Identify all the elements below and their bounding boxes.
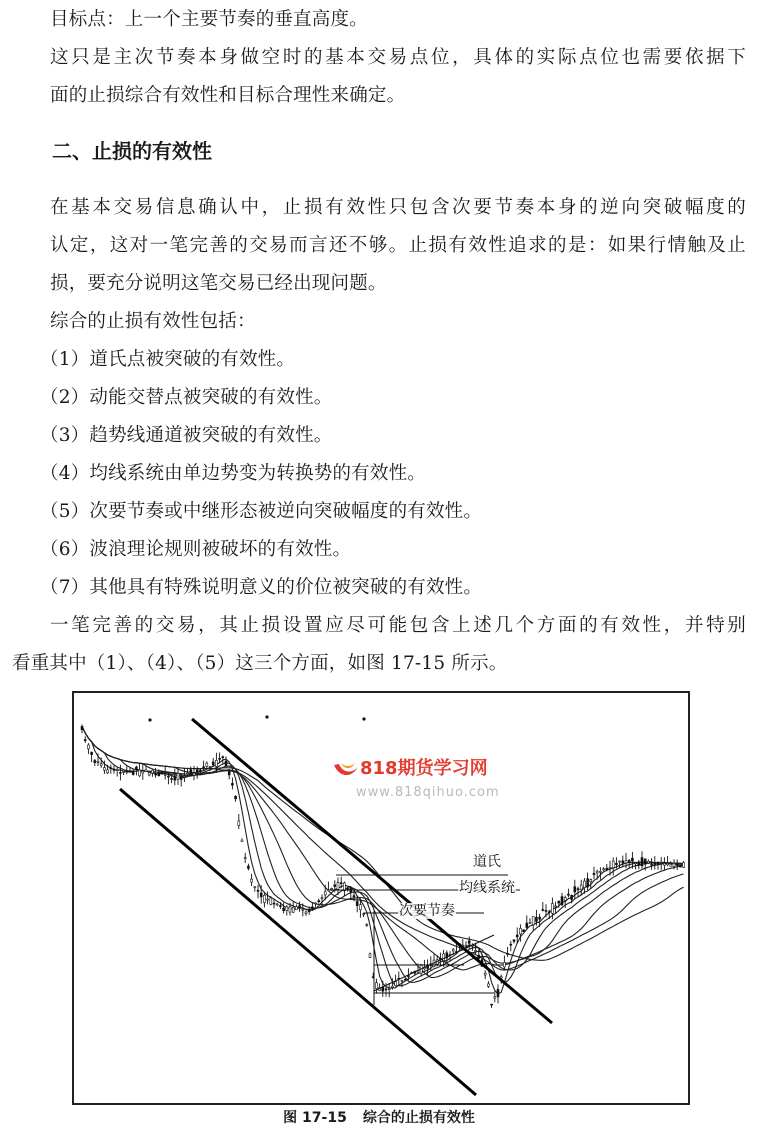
candle-body: [286, 907, 288, 911]
candle-body: [308, 910, 310, 912]
candle-body: [657, 862, 659, 864]
candle-body: [235, 796, 237, 799]
candle-body: [497, 989, 499, 997]
candle-body: [295, 907, 297, 910]
candle-body: [356, 902, 358, 906]
candle-body: [388, 989, 390, 990]
list-item-1: （1）道氏点被突破的有效性。: [40, 349, 296, 370]
candle-body: [151, 770, 153, 773]
watermark-brand: 818期货学习网: [360, 758, 488, 779]
candle-body: [654, 864, 656, 865]
candle-body: [203, 767, 205, 768]
list-item-4: （4）均线系统由单边势变为转换势的有效性。: [40, 463, 426, 484]
candle-body: [254, 887, 256, 888]
candle-body: [260, 893, 262, 897]
candle-body: [555, 906, 557, 907]
candle-body: [142, 771, 144, 773]
channel-lower-line: [120, 789, 476, 1095]
candle-body: [107, 770, 109, 773]
label-dow: 道氏: [473, 854, 501, 870]
candle-body: [315, 903, 317, 904]
candle-body: [206, 763, 208, 766]
candle-body: [519, 928, 521, 934]
candle-body: [507, 954, 509, 955]
candle-body: [491, 1004, 493, 1005]
list-item-3: （3）趋势线通道被突破的有效性。: [40, 425, 333, 446]
candle-body: [171, 779, 173, 780]
candle-body: [331, 889, 333, 890]
candle-body: [574, 887, 576, 892]
candle-body: [167, 776, 169, 777]
candle-body: [465, 945, 467, 946]
candle-body: [523, 930, 525, 932]
candle-body: [404, 979, 406, 980]
paragraph-stop-loss-line-3: 损，要充分说明这笔交易已经出现问题。: [50, 273, 387, 294]
section-heading: 二、止损的有效性: [52, 139, 212, 163]
candle-body: [337, 883, 339, 890]
candle-body: [484, 973, 486, 975]
candle-body: [612, 861, 614, 868]
paragraph-basic-points-line-2: 面的止损综合有效性和目标合理性来确定。: [50, 85, 406, 106]
candle-body: [641, 858, 643, 866]
candle-body: [609, 868, 611, 869]
candle-body: [196, 770, 198, 772]
candle-body: [580, 885, 582, 890]
candle-body: [126, 771, 128, 772]
candle-body: [273, 903, 275, 904]
candle-body: [529, 922, 531, 923]
candle-body: [385, 989, 387, 990]
candle-body: [363, 914, 365, 915]
candle-body: [231, 783, 233, 785]
paragraph-conclusion-line-1: 一笔完善的交易，其止损设置应尽可能包含上述几个方面的有效性，并特别: [50, 615, 746, 636]
chart-dot-1: [148, 718, 151, 721]
candle-body: [139, 770, 141, 776]
watermark-url: www.818qihuo.com: [356, 785, 500, 800]
candle-body: [513, 940, 515, 942]
figure-caption-title: 综合的止损有效性: [362, 1110, 475, 1126]
candle-body: [347, 889, 349, 890]
candle-body: [395, 982, 397, 986]
candle-body: [267, 899, 269, 900]
candle-body: [452, 949, 454, 951]
candle-body: [542, 910, 544, 911]
candle-body: [145, 770, 147, 772]
candle-body: [91, 752, 93, 755]
candle-body: [110, 768, 112, 769]
candle-body: [270, 898, 272, 904]
candle-body: [283, 908, 285, 911]
candle-body: [116, 769, 118, 770]
list-item-6: （6）波浪理论规则被破坏的有效性。: [40, 539, 352, 560]
candle-body: [299, 906, 301, 909]
candle-body: [635, 863, 637, 864]
candle-body: [375, 983, 377, 989]
candle-body: [81, 726, 83, 729]
candle-body: [257, 890, 259, 891]
candle-body: [631, 858, 633, 861]
candle-body: [263, 895, 265, 902]
candlestick-chart: [74, 693, 688, 1103]
candle-body: [545, 910, 547, 911]
candle-body: [564, 897, 566, 900]
candle-body: [587, 879, 589, 887]
chart-dot-3: [362, 717, 365, 720]
candle-body: [302, 909, 304, 910]
candle-body: [148, 773, 150, 776]
candle-body: [199, 770, 201, 771]
candle-body: [603, 869, 605, 870]
candle-body: [135, 767, 137, 770]
candle-body: [673, 863, 675, 866]
candle-body: [667, 863, 669, 864]
candle-body: [487, 984, 489, 987]
candle-body: [561, 897, 563, 905]
figure-price-chart: [72, 691, 690, 1105]
candle-body: [670, 864, 672, 866]
candle-body: [241, 840, 243, 841]
candle-body: [340, 883, 342, 884]
candle-body: [190, 770, 192, 776]
candle-body: [401, 981, 403, 982]
flame-swoosh-icon: [333, 761, 359, 779]
candle-body: [468, 941, 470, 944]
candle-body: [161, 773, 163, 774]
candle-body: [638, 862, 640, 866]
candle-body: [551, 904, 553, 914]
candle-body: [644, 859, 646, 864]
candle-body: [119, 772, 121, 773]
candle-body: [244, 858, 246, 859]
candle-body: [100, 764, 102, 765]
candle-body: [503, 963, 505, 967]
candle-body: [510, 944, 512, 945]
candle-body: [539, 917, 541, 919]
candle-body: [683, 863, 685, 868]
candle-body: [129, 771, 131, 772]
candle-body: [311, 907, 313, 908]
paragraph-target-point: 目标点：上一个主要节奏的垂直高度。: [50, 9, 368, 30]
candle-body: [193, 773, 195, 775]
list-item-7: （7）其他具有特殊说明意义的价位被突破的有效性。: [40, 577, 483, 598]
list-item-2: （2）动能交替点被突破的有效性。: [40, 387, 333, 408]
figure-caption: [0, 1108, 758, 1128]
candle-body: [305, 912, 307, 914]
candle-body: [443, 954, 445, 961]
candle-body: [583, 881, 585, 887]
candle-body: [625, 861, 627, 864]
candle-body: [577, 889, 579, 890]
candle-body: [177, 773, 179, 779]
candle-body: [663, 863, 665, 865]
candle-body: [84, 740, 86, 741]
candle-body: [94, 761, 96, 763]
candle-body: [87, 745, 89, 749]
candle-body: [327, 890, 329, 891]
candle-body: [276, 904, 278, 905]
candle-body: [334, 885, 336, 887]
figure-caption-number: 图 17-15: [283, 1110, 347, 1126]
candle-body: [318, 901, 320, 902]
candle-body: [209, 766, 211, 767]
candle-body: [615, 863, 617, 864]
candle-body: [113, 769, 115, 770]
minor-rhythm-breakout-line: [374, 935, 494, 991]
candle-body: [132, 773, 134, 775]
candle-body: [353, 896, 355, 897]
candle-body: [247, 866, 249, 868]
candle-body: [366, 925, 368, 926]
candle-body: [593, 873, 595, 874]
label-ma-system: 均线系统: [459, 880, 515, 896]
candle-body: [391, 986, 393, 987]
candle-body: [558, 901, 560, 903]
candle-body: [532, 917, 534, 925]
candle-body: [494, 997, 496, 999]
candle-body: [599, 871, 601, 872]
paragraph-conclusion-line-2: 看重其中（1）、（4）、（5）这三个方面，如图 17-15 所示。: [12, 653, 508, 674]
candle-body: [174, 777, 176, 781]
candle-body: [289, 907, 291, 912]
candle-body: [225, 761, 227, 765]
candle-body: [526, 923, 528, 927]
candle-body: [660, 862, 662, 863]
candle-body: [535, 917, 537, 921]
candle-body: [516, 935, 518, 937]
candle-body: [676, 865, 678, 866]
candle-body: [651, 864, 653, 865]
candle-body: [228, 772, 230, 775]
candle-body: [292, 907, 294, 912]
candle-body: [628, 861, 630, 863]
label-minor-rhythm: 次要节奏: [399, 903, 455, 919]
candle-body: [647, 861, 649, 863]
candle-body: [155, 774, 157, 775]
list-item-5: （5）次要节奏或中继形态被逆向突破幅度的有效性。: [40, 501, 483, 522]
candle-body: [590, 880, 592, 882]
candle-body: [183, 776, 185, 777]
candle-body: [279, 906, 281, 907]
chart-dot-2: [265, 715, 268, 718]
candle-body: [164, 774, 166, 775]
candle-body: [359, 905, 361, 910]
candle-body: [571, 895, 573, 899]
candle-body: [103, 768, 105, 771]
candle-body: [219, 758, 221, 759]
candle-body: [619, 861, 621, 862]
paragraph-list-intro: 综合的止损有效性包括：: [50, 311, 256, 332]
paragraph-stop-loss-line-2: 认定，这对一笔完善的交易而言还不够。止损有效性追求的是：如果行情触及止: [50, 235, 746, 256]
candle-body: [97, 761, 99, 762]
paragraph-basic-points-line-1: 这只是主次节奏本身做空时的基本交易点位，具体的实际点位也需要依据下: [50, 47, 746, 68]
candle-body: [238, 821, 240, 826]
candle-body: [123, 772, 125, 773]
candle-body: [475, 951, 477, 952]
candle-body: [187, 773, 189, 774]
candle-body: [369, 954, 371, 958]
candle-body: [622, 861, 624, 863]
candle-body: [324, 892, 326, 895]
candle-body: [215, 760, 217, 766]
paragraph-stop-loss-line-1: 在基本交易信息确认中，止损有效性只包含次要节奏本身的逆向突破幅度的: [50, 197, 746, 218]
candle-body: [158, 772, 160, 776]
candle-body: [180, 777, 182, 780]
candle-body: [548, 912, 550, 913]
candle-body: [251, 879, 253, 882]
candle-body: [606, 868, 608, 870]
candle-body: [222, 757, 224, 758]
candle-body: [567, 894, 569, 895]
candle-body: [679, 866, 681, 868]
candle-body: [478, 955, 480, 958]
candle-body: [212, 762, 214, 765]
candle-body: [321, 898, 323, 899]
candle-body: [596, 871, 598, 873]
